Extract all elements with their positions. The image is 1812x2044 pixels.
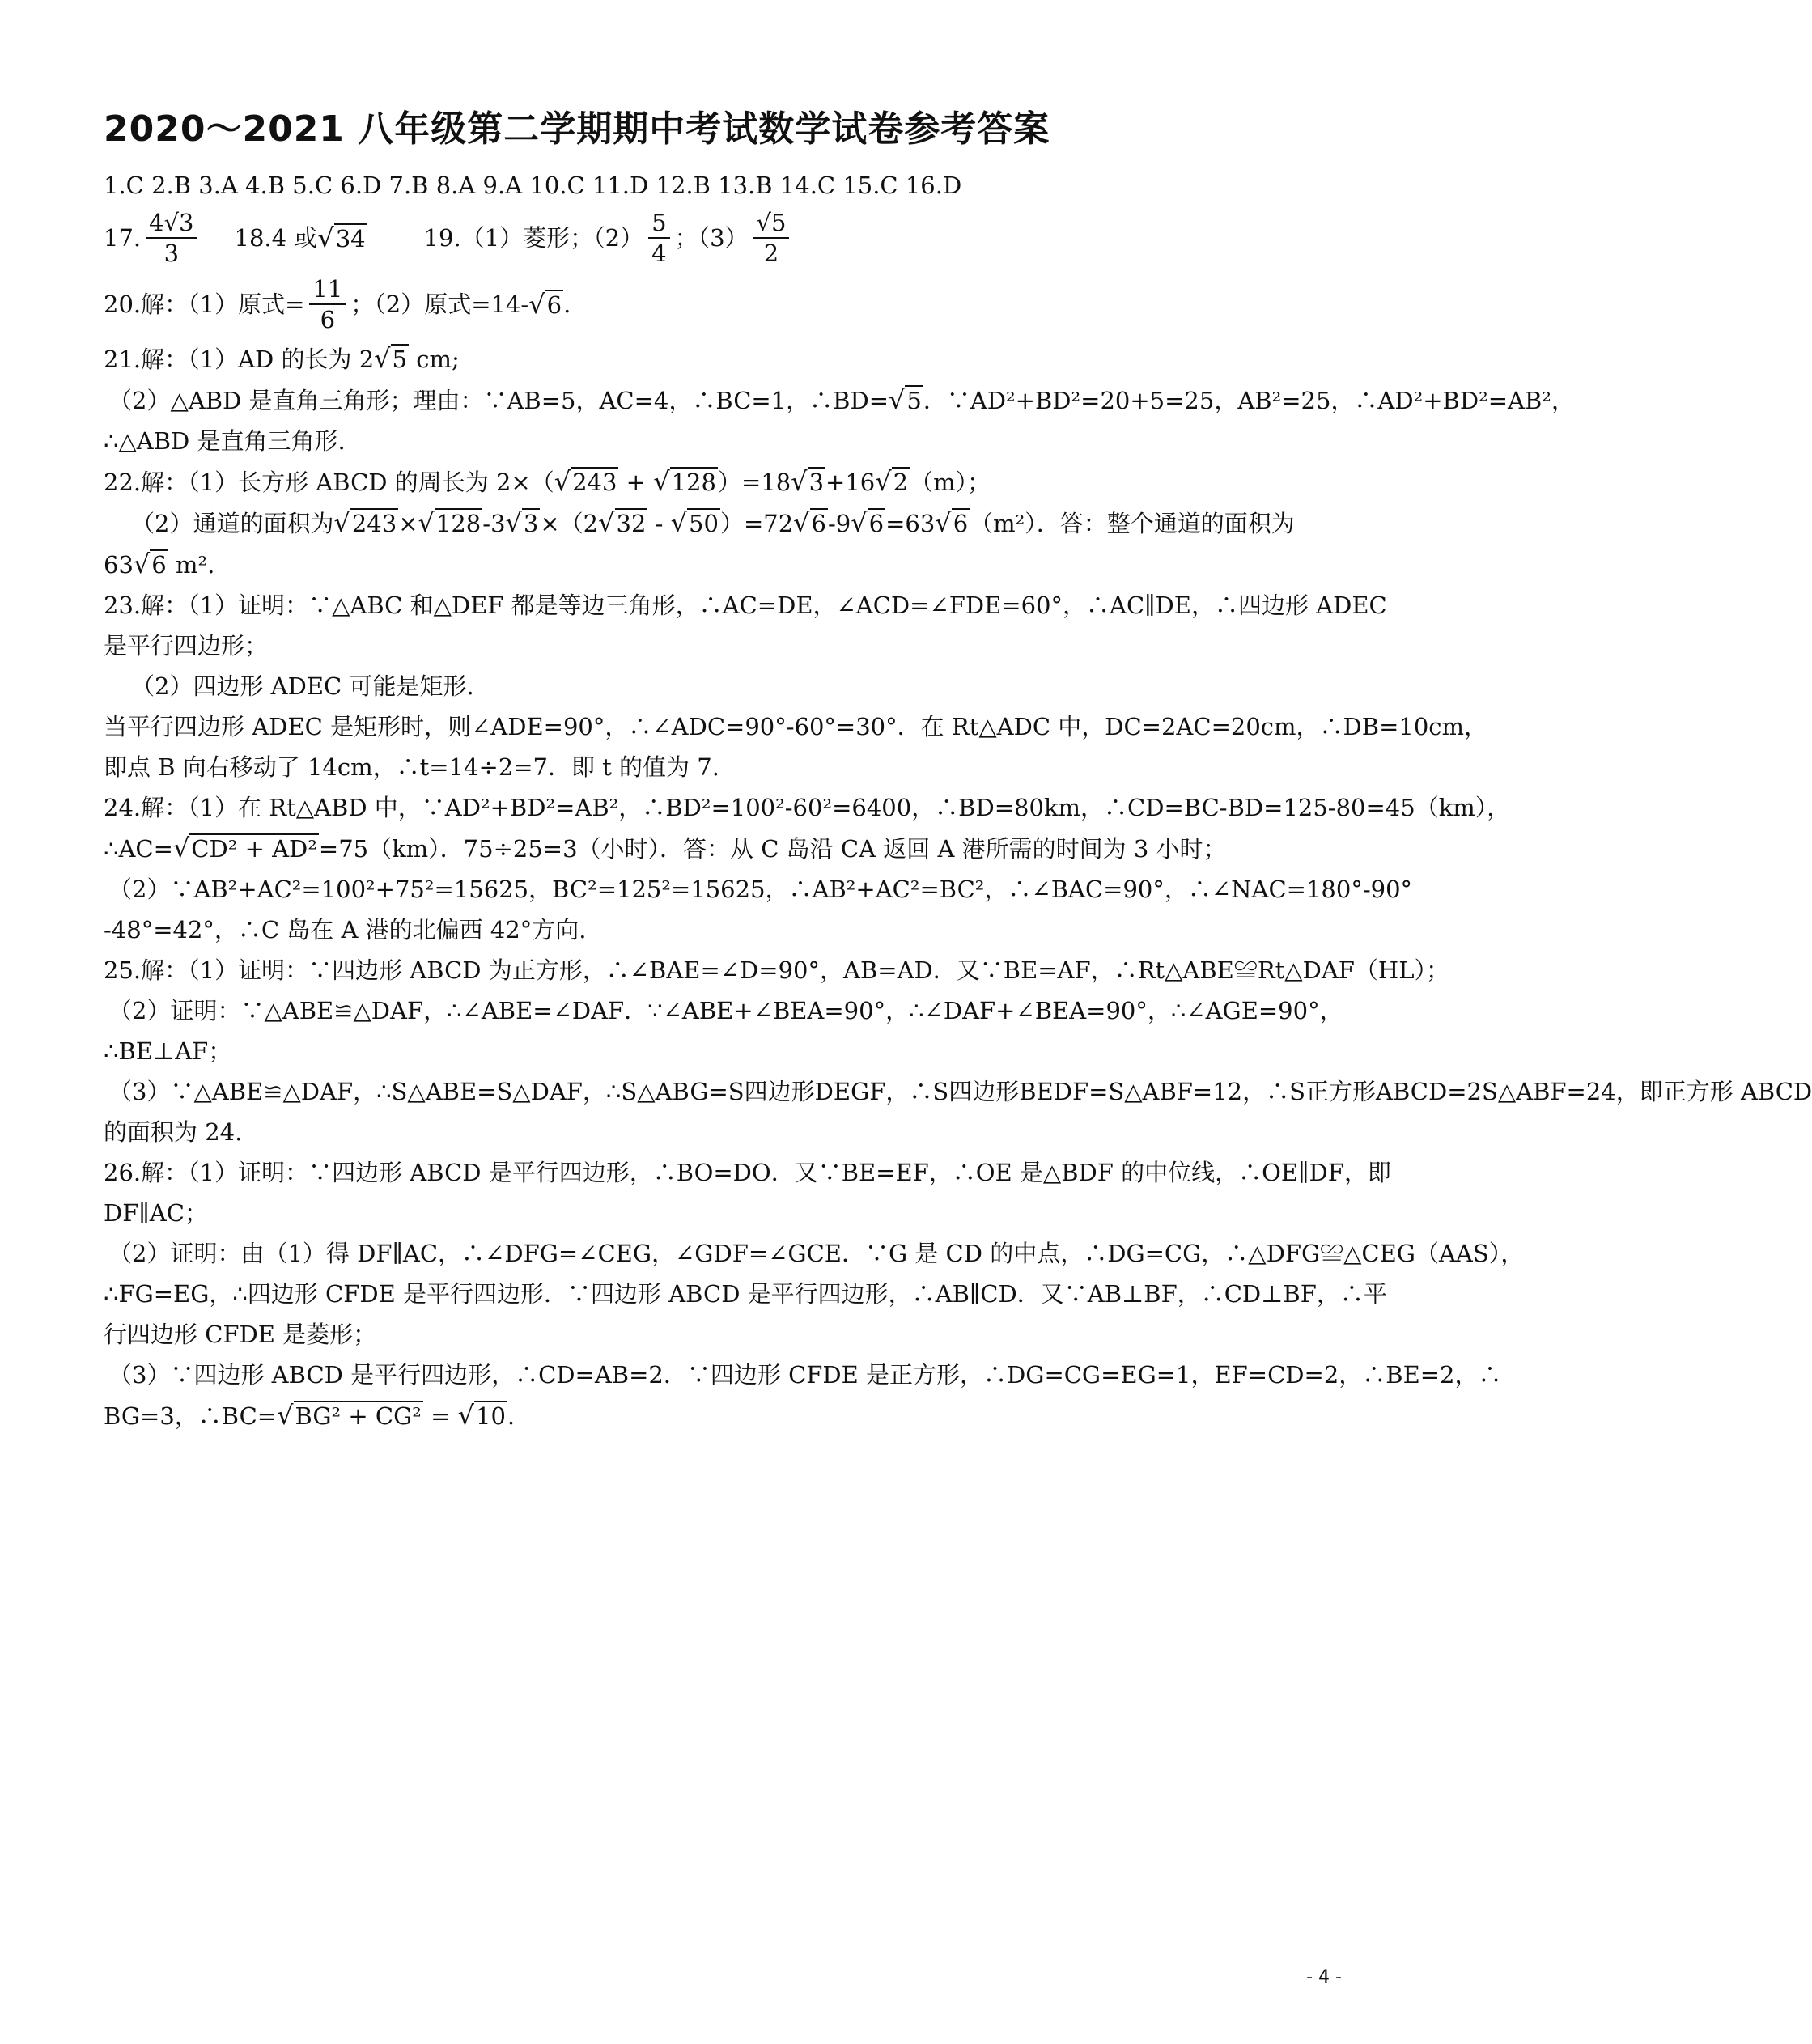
answer-26-line6: （3）∵四边形 ABCD 是平行四边形，∴CD=AB=2．∵四边形 CFDE 是正方形，∴DG=CG=EG=1，EF=CD=2，∴BE=2，∴ — [108, 1361, 1502, 1389]
answer-26-line5: 行四边形 CFDE 是菱形； — [104, 1321, 377, 1348]
answer-20: 20.解：（1）原式= $\frac{11}{6}$ ；（2）原式=14- √6 . — [104, 275, 571, 333]
q19-fraction-b: $\frac{√5}{2}$ — [753, 208, 790, 268]
answer-21-line1: 21.解：（1）AD 的长为 2√5 cm; — [104, 343, 460, 374]
answer-26-line2: DF∥AC； — [104, 1199, 208, 1227]
choice-answers: 1.C 2.B 3.A 4.B 5.C 6.D 7.B 8.A 9.A 10.C 11.D 12.B 13.B 14.C 15.C 16.D — [104, 172, 962, 199]
q18-label: 18.4 或 — [234, 224, 318, 252]
answer-25-line4: （3）∵△ABE≌△DAF，∴S△ABE=S△DAF，∴S△ABG=S四边形DEGF，∴S四边形BEDF=S△ABF=12，∴S正方形ABCD=2S△ABF=24，即正方形 ABCD — [108, 1078, 1812, 1105]
answer-25-line2: （2）证明：∵△ABE≌△DAF，∴∠ABE=∠DAF．∵∠ABE+∠BEA=90°，∴∠DAF+∠BEA=90°，∴∠AGE=90°， — [108, 997, 1343, 1024]
answer-24-line4: -48°=42°，∴C 岛在 A 港的北偏西 42°方向. — [104, 916, 587, 944]
q20-sqrt: √6 — [528, 288, 562, 320]
answer-21-line3: ∴△ABD 是直角三角形. — [104, 427, 346, 455]
answer-23-line1: 23.解：（1）证明：∵△ABC 和△DEF 都是等边三角形，∴AC=DE，∠ACD=∠FDE=60°，∴AC∥DE，∴四边形 ADEC — [104, 592, 1387, 619]
answers-17-19: 17. $\frac{4√3}{3}$ 18.4 或 √34 19.（1）菱形；（2） $\frac{5}{4}$ ；（3） $\frac{√5}{2}$ — [104, 206, 1354, 270]
answer-25-line1: 25.解：（1）证明：∵四边形 ABCD 为正方形，∴∠BAE=∠D=90°，AB=AD．又∵BE=AF，∴Rt△ABE≌Rt△DAF（HL）； — [104, 956, 1449, 984]
answer-25-line5: 的面积为 24. — [104, 1118, 243, 1146]
answer-26-line3: （2）证明：由（1）得 DF∥AC，∴∠DFG=∠CEG，∠GDF=∠GCE．∵G 是 CD 的中点，∴DG=CG，∴△DFG≌△CEG（AAS）， — [108, 1240, 1525, 1267]
q18-sqrt: √34 — [317, 222, 366, 253]
answer-23-line2: 是平行四边形； — [104, 632, 269, 659]
answer-25-line3: ∴BE⊥AF； — [104, 1037, 232, 1065]
answer-sheet — [104, 105, 1812, 1436]
q17-fraction: $\frac{4√3}{3}$ — [146, 208, 197, 268]
answer-24-line3: （2）∵AB²+AC²=100²+75²=15625，BC²=125²=15625，∴AB²+AC²=BC²，∴∠BAC=90°，∴∠NAC=180°-90° — [108, 876, 1413, 903]
page-number: - 4 - — [1306, 1967, 1342, 1987]
answer-22-line3: 63√6 m². — [104, 549, 215, 579]
answer-22-line1: 22.解：（1）长方形 ABCD 的周长为 2×（√243 + √128）=18√3+16√2（m）； — [104, 466, 991, 497]
answer-26-line1: 26.解：（1）证明：∵四边形 ABCD 是平行四边形，∴BO=DO．又∵BE=EF，∴OE 是△BDF 的中位线，∴OE∥DF，即 — [104, 1159, 1391, 1186]
answer-21-line2: （2）△ABD 是直角三角形；理由：∵AB=5，AC=4，∴BC=1，∴BD=√5．∵AD²+BD²=20+5=25，AB²=25，∴AD²+BD²=AB²， — [108, 384, 1575, 415]
page-title: 2020～2021 八年级第二学期期中考试数学试卷参考答案 — [104, 108, 1050, 150]
answer-23-line5: 即点 B 向右移动了 14cm，∴t=14÷2=7．即 t 的值为 7. — [104, 753, 719, 781]
q19-label: 19.（1）菱形；（2） — [423, 224, 644, 252]
answer-24-line1: 24.解：（1）在 Rt△ABD 中，∵AD²+BD²=AB²，∴BD²=100²-60²=6400，∴BD=80km，∴CD=BC-BD=125-80=45（km）， — [104, 794, 1511, 821]
answer-22-line2: （2）通道的面积为√243×√128-3√3×（2√32 - √50）=72√6-9√6=63√6（m²）．答：整个通道的面积为 — [131, 507, 1295, 538]
answer-24-line2: ∴AC=√CD² + AD²=75（km）．75÷25=3（小时）．答：从 C 岛沿 CA 返回 A 港所需的时间为 3 小时； — [104, 833, 1227, 863]
q17-label: 17. — [104, 224, 142, 252]
q20-fraction: $\frac{11}{6}$ — [309, 274, 346, 334]
answer-23-line3: （2）四边形 ADEC 可能是矩形. — [131, 672, 474, 700]
answer-26-line7: BG=3，∴BC=√BG² + CG² = √10. — [104, 1400, 516, 1431]
answer-23-line4: 当平行四边形 ADEC 是矩形时，则∠ADE=90°，∴∠ADC=90°-60°=30°．在 Rt△ADC 中，DC=2AC=20cm，∴DB=10cm， — [104, 713, 1488, 740]
q19-fraction-a: $\frac{5}{4}$ — [648, 208, 669, 268]
answer-26-line4: ∴FG=EG，∴四边形 CFDE 是平行四边形．∵四边形 ABCD 是平行四边形，∴AB∥CD．又∵AB⊥BF，∴CD⊥BF，∴平 — [104, 1280, 1387, 1308]
